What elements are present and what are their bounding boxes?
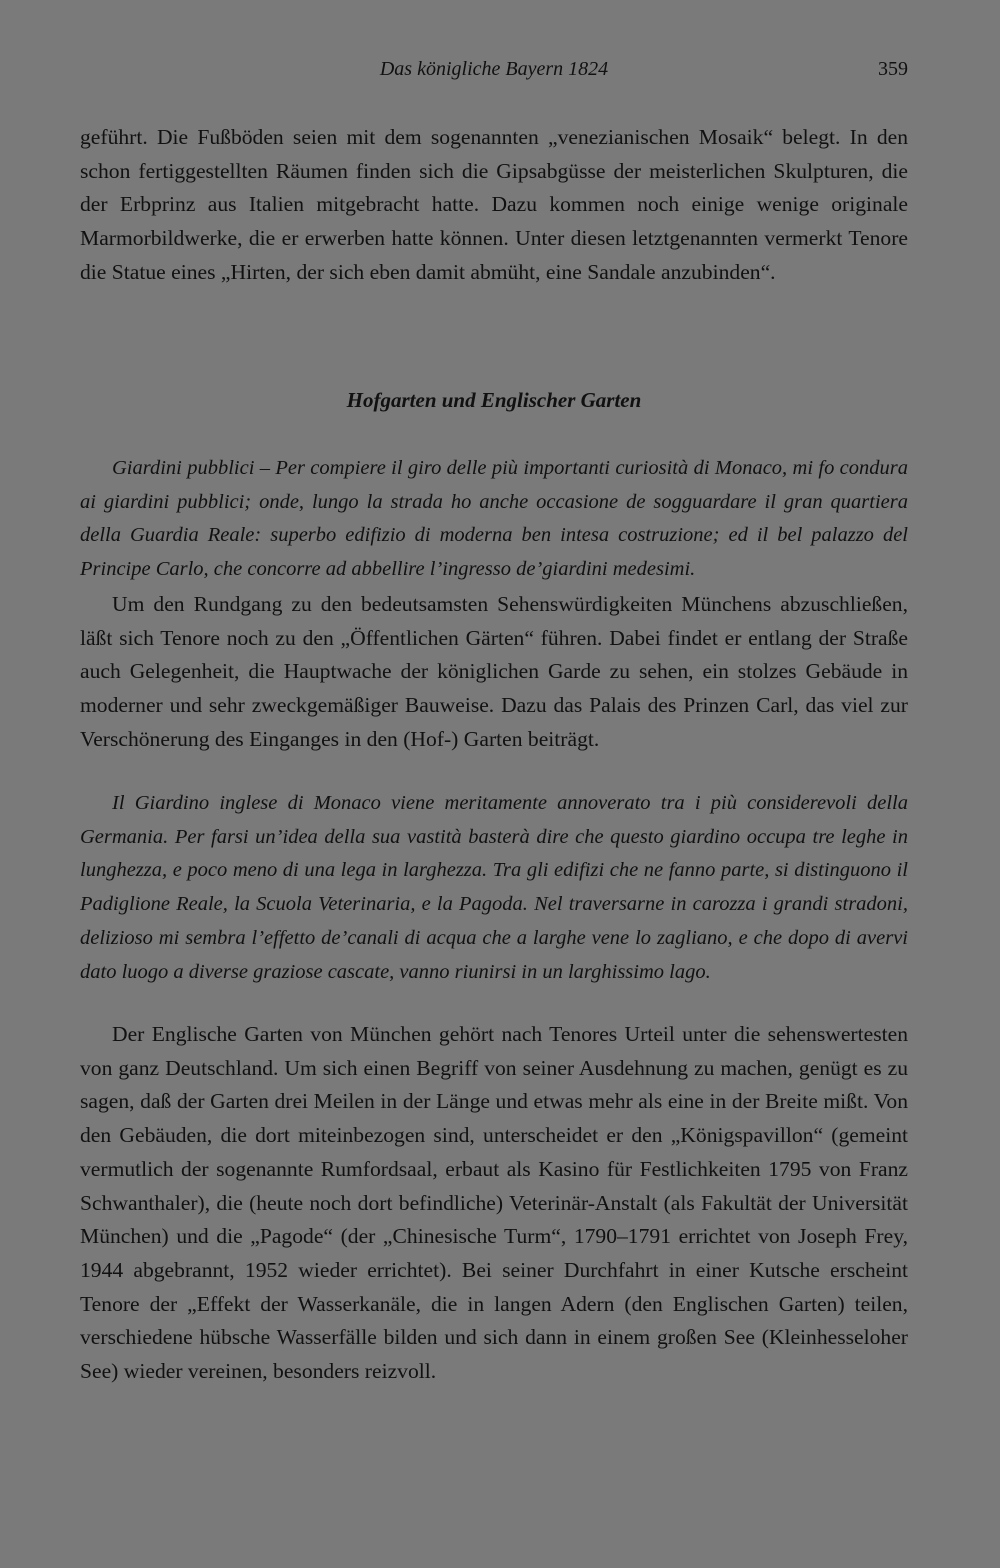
paragraph-2: Um den Rundgang zu den bedeutsamsten Sehenswürdigkeiten Münchens abzuschließen, läßt sich Tenore noch zu den „Öffentlichen Gärten“ führen. Dabei findet er entlang der Straße auch Gelegenheit, die Hauptwache der königlichen Garde zu sehen, ein stolzes Gebäude in moderner und sehr zweckgemäßiger Bauweise. Dazu das Palais des Prinzen Carl, das viel zur Verschönerung des Einganges in den (Hof-) Garten beiträgt. xyxy=(80,592,908,751)
running-head xyxy=(80,58,908,88)
page-number: 359 xyxy=(878,58,908,80)
paragraph-3: Der Englische Garten von München gehört nach Tenores Urteil unter die sehenswertesten von ganz Deutschland. Um sich einen Begriff von seiner Ausdehnung zu machen, genügt es zu sagen, daß der Garten drei Meilen in der Länge und etwas mehr als eine in der Breite mißt. Von den Gebäuden, die dort miteinbezogen sind, unterscheidet er den „Königspavillon“ (gemeint vermutlich der sogenannte Rumfordsaal, erbaut als Kasino für Festlichkeiten 1795 von Franz Schwanthaler), die (heute noch dort befindliche) Veterinär-Anstalt (als Fakultät der Universität München) und die „Pagode“ (der „Chinesische Turm“, 1790–1791 errichtet von Joseph Frey, 1944 abgebrannt, 1952 wieder errichtet). Bei seiner Durchfahrt in einer Kutsche erscheint Tenore der „Effekt der Wasserkanäle, die in langen Adern (den Englischen Garten) teilen, verschiedene hübsche Wasserfälle bilden und sich dann in einem großen See (Kleinhesseloher See) wieder vereinen, besonders reizvoll. xyxy=(80,1022,908,1384)
running-title: Das königliche Bayern 1824 xyxy=(379,58,609,80)
section-heading: Hofgarten und Englischer Garten xyxy=(346,388,642,412)
italian-quote-2: Il Giardino inglese di Monaco viene meritamente annoverato tra i più considerevoli della Germania. Per farsi un’idea della sua vastità basterà dire che questo giardino occupa tre leghe in lunghezza, e poco meno di una lega in larghezza. Tra gli edifizi che ne fanno parte, si distinguono il Padiglione Reale, la Scuola Veterinaria, e la Pagoda. Nel traversarne in carozza i grandi stradoni, delizioso mi sembra l’effetto de’canali di acqua che a larghe vene lo zagliano, e che dopo di avervi dato luogo a diverse graziose cascate, vanno riunirsi in un larghissimo lago. xyxy=(80,792,908,983)
italian-quote-1: Giardini pubblici – Per compiere il giro delle più importanti curiosità di Monaco, mi fo condura ai giardini pubblici; onde, lungo la strada ho anche occasione de sogguardare il gran quartiera della Guardia Reale: superbo edifizio di moderna ben intesa costruzione; ed il bel palazzo del Principe Carlo, che concorre ad abbellire l’ingresso de’giardini medesimi. xyxy=(80,457,908,581)
book-page xyxy=(80,0,908,1568)
paragraph-1: geführt. Die Fußböden seien mit dem sogenannten „venezianischen Mosaik“ belegt. In den schon fertiggestellten Räumen finden sich die Gipsabgüsse der meisterlichen Skulpturen, die der Erbprinz aus Italien mitgebracht hatte. Dazu kommen noch einige wenige originale Marmorbildwerke, die er erwerben hatte können. Unter diesen letztgenannten vermerkt Tenore die Statue eines „Hirten, der sich eben damit abmüht, eine Sandale anzubinden“. xyxy=(80,125,908,284)
